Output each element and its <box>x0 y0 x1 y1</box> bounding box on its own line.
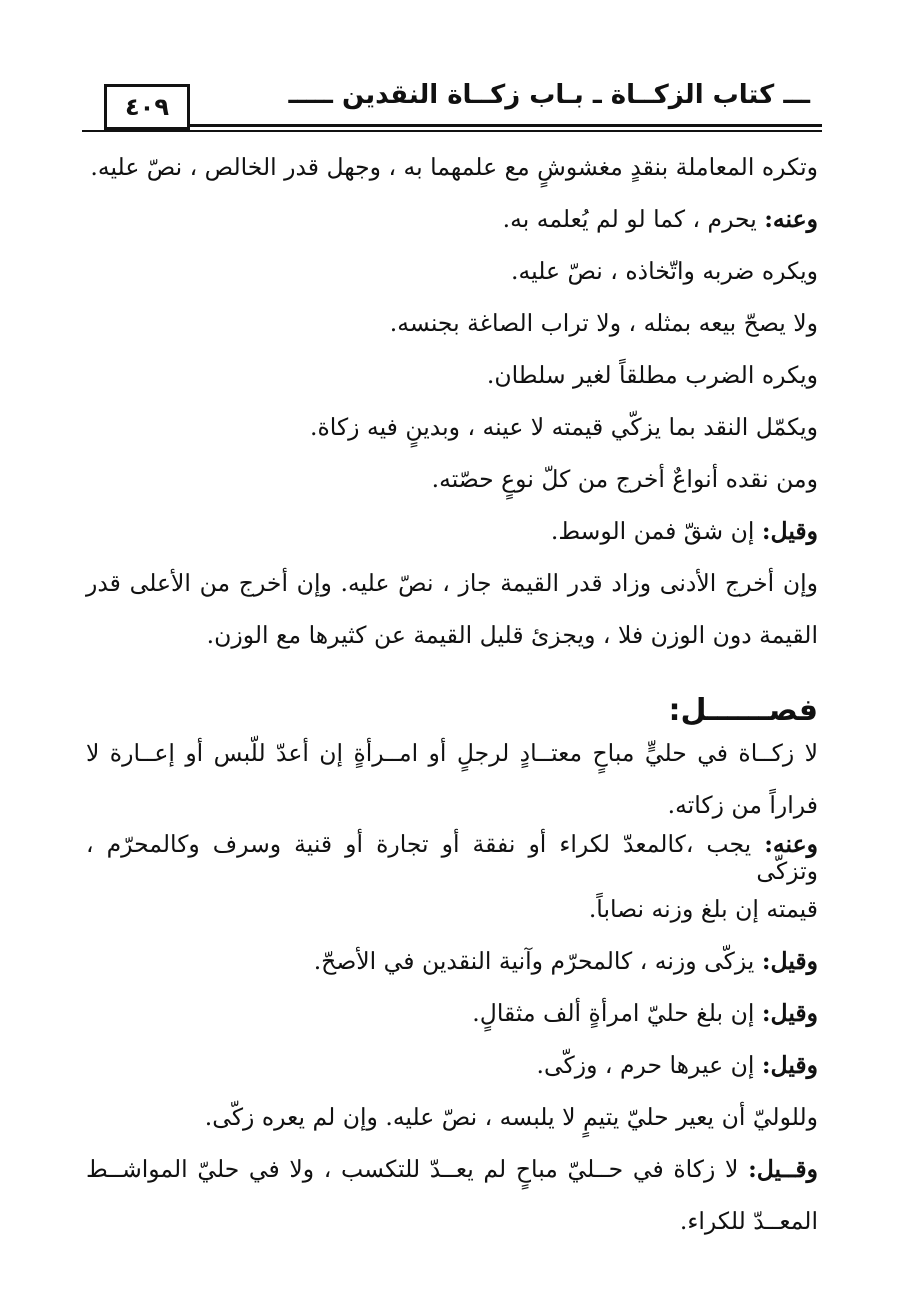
line-text: وللوليّ أن يعير حليّ يتيمٍ لا يلبسه ، نصّ عليه. وإن لم يعره زكّى. <box>204 1103 818 1132</box>
paragraph-lead-word: وقيل: <box>761 517 818 546</box>
text-line <box>86 988 818 1040</box>
text-line <box>86 1144 818 1196</box>
line-text: قيمته إن بلغ وزنه نصاباً. <box>588 895 818 924</box>
paragraph-lead-word: وقيل: <box>761 999 818 1028</box>
text-line <box>86 610 818 662</box>
paragraph <box>86 246 818 298</box>
text-line <box>86 142 818 194</box>
paragraph <box>86 936 818 988</box>
page-body <box>86 142 818 1248</box>
text-line <box>86 829 818 885</box>
line-text: ولا يصحّ بيعه بمثله ، ولا تراب الصاغة بجنسه. <box>389 309 818 338</box>
text-line <box>86 506 818 558</box>
text-line <box>86 350 818 402</box>
text-line <box>86 936 818 988</box>
paragraph <box>86 1040 818 1092</box>
text-line <box>86 558 818 610</box>
text-line <box>86 884 818 936</box>
line-text: ويكره ضربه واتّخاذه ، نصّ عليه. <box>511 257 818 286</box>
paragraph <box>86 558 818 662</box>
line-text: يحرم ، كما لو لم يُعلمه به. <box>502 205 757 234</box>
paragraph <box>86 142 818 194</box>
paragraph-lead-word: وقــيل: <box>748 1155 818 1184</box>
line-text: ويكره الضرب مطلقاً لغير سلطان. <box>486 361 818 390</box>
text-line <box>86 1040 818 1092</box>
text-line <box>86 402 818 454</box>
text-line <box>86 298 818 350</box>
section-heading: فصــــــل: <box>668 692 818 728</box>
paragraph-lead-word: وقيل: <box>761 1051 818 1080</box>
paragraph-lead-word: وقيل: <box>761 947 818 976</box>
line-text: إن شقّ فمن الوسط. <box>550 517 755 546</box>
paragraph <box>86 1092 818 1144</box>
running-title: ـــ كتاب الزكــاة ـ بـاب زكــاة النقدين ـــــ <box>280 80 810 110</box>
paragraph <box>86 194 818 246</box>
line-text: ومن نقده أنواعٌ أخرج من كلّ نوعٍ حصّته. <box>431 465 818 494</box>
line-text: المعــدّ للكراء. <box>679 1207 818 1236</box>
text-line <box>86 454 818 506</box>
text-line <box>86 246 818 298</box>
paragraph-lead-word: وعنه: <box>764 829 818 858</box>
text-line <box>86 1196 818 1248</box>
paragraph <box>86 728 818 832</box>
paragraph <box>86 454 818 506</box>
paragraph <box>86 988 818 1040</box>
text-line <box>86 1092 818 1144</box>
line-text: يجب ،كالمعدّ لكراء أو نفقة أو تجارة أو قنية وسرف وكالمحرّم ، وتزكّى <box>86 829 818 885</box>
header-rule <box>184 124 822 127</box>
line-text: يزكّى وزنه ، كالمحرّم وآنية النقدين في الأصحّ. <box>313 947 755 976</box>
page-number: ٤٠٩ <box>104 84 190 130</box>
paragraph-lead-word: وعنه: <box>764 205 818 234</box>
line-text: وتكره المعاملة بنقدٍ مغشوشٍ مع علمهما به ، وجهل قدر الخالص ، نصّ عليه. <box>90 153 818 182</box>
line-text: لا زكــاة في حليٍّ مباحٍ معتــادٍ لرجلٍ أو امــرأةٍ إن أعدّ للّبس أو إعــارة لا <box>86 739 818 768</box>
paragraph <box>86 350 818 402</box>
paragraph <box>86 298 818 350</box>
paragraphs-before-section <box>86 142 818 662</box>
line-text: إن بلغ حليّ امرأةٍ ألف مثقالٍ. <box>472 999 755 1028</box>
line-text: فراراً من زكاته. <box>667 791 818 820</box>
paragraphs-after-section <box>86 728 818 1248</box>
text-line <box>86 728 818 780</box>
text-line <box>86 194 818 246</box>
line-text: وإن أخرج الأدنى وزاد قدر القيمة جاز ، نصّ عليه. وإن أخرج من الأعلى قدر <box>86 569 818 598</box>
header-rule-lower <box>82 130 822 132</box>
line-text: ويكمّل النقد بما يزكّي قيمته لا عينه ، وبدينٍ فيه زكاة. <box>310 413 818 442</box>
paragraph <box>86 829 818 936</box>
line-text: لا زكاة في حــليّ مباحٍ لم يعــدّ للتكسب ، ولا في حليّ المواشــط <box>86 1155 739 1184</box>
text-line <box>86 780 818 832</box>
line-text: القيمة دون الوزن فلا ، ويجزئ قليل القيمة عن كثيرها مع الوزن. <box>206 621 818 650</box>
line-text: إن عيرها حرم ، وزكّى. <box>536 1051 755 1080</box>
paragraph <box>86 506 818 558</box>
page-header <box>82 78 822 138</box>
paragraph <box>86 1144 818 1248</box>
paragraph <box>86 402 818 454</box>
